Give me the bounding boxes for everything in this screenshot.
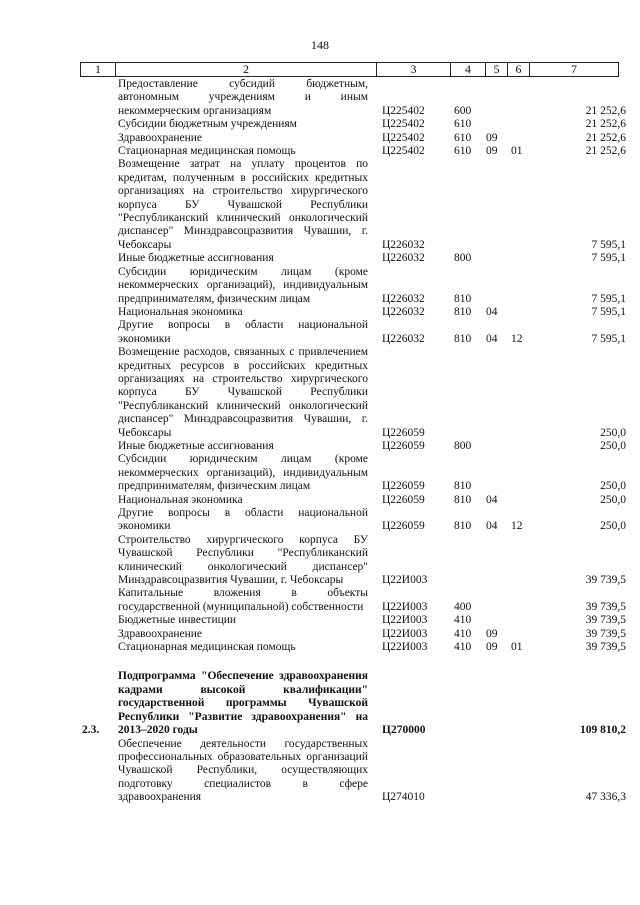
table-row [0, 494, 640, 507]
row-name: Подпрограмма "Обеспечение здравоохранения кадрами высокой квалификации" государственной программы Чувашской Республики "Развитие здравоохранения" на 2013–2020 годы [118, 670, 368, 737]
table-row [0, 145, 640, 158]
row-code: Ц225402 [382, 131, 425, 144]
table-row [0, 306, 640, 319]
table-row [0, 453, 640, 493]
row-expense-type: 800 [454, 439, 472, 452]
row-name: Здравоохранение [118, 627, 203, 640]
row-code: Ц274010 [382, 791, 425, 804]
row-name: Иные бюджетные ассигнования [118, 439, 274, 452]
row-section: 09 [486, 131, 498, 144]
row-sum: 250,0 [600, 480, 626, 493]
row-name: Субсидии юридическим лицам (кроме некоммерческих организаций), индивидуальным предпринимателям, физическим лицам [118, 265, 368, 305]
row-sum: 21 252,6 [585, 131, 626, 144]
row-name: Предоставление субсидий бюджетным, автономным учреждениям и иным некоммерческим организациям [118, 78, 368, 117]
row-code: Ц226032 [382, 292, 425, 305]
table-row [0, 118, 640, 131]
row-code: Ц22И003 [382, 600, 428, 613]
section-spacer [0, 654, 640, 670]
row-expense-type: 610 [454, 131, 472, 144]
row-sum: 250,0 [600, 426, 626, 439]
row-name: Иные бюджетные ассигнования [118, 252, 274, 265]
table-row [0, 628, 640, 641]
row-section: 04 [486, 493, 498, 506]
row-sum: 250,0 [600, 520, 626, 533]
row-sum: 7 595,1 [591, 238, 626, 251]
row-expense-type: 400 [454, 600, 472, 613]
row-section: 04 [486, 332, 498, 345]
table-row [0, 738, 640, 805]
row-code: Ц226032 [382, 332, 425, 345]
row-code: Ц22И003 [382, 614, 428, 627]
row-name: Бюджетные инвестиции [118, 614, 237, 627]
row-sum: 7 595,1 [591, 305, 626, 318]
table-row [0, 346, 640, 440]
row-name: Субсидии юридическим лицам (кроме некоммерческих организаций), индивидуальным предпринимателям, физическим лицам [118, 453, 368, 493]
table-row [0, 158, 640, 252]
row-code: Ц226059 [382, 493, 425, 506]
table-row [0, 587, 640, 614]
row-code: Ц226059 [382, 520, 425, 533]
header-col-5: 5 [486, 63, 508, 76]
header-col-3: 3 [377, 63, 451, 76]
row-expense-type: 600 [454, 104, 472, 117]
header-col-4: 4 [451, 63, 486, 76]
header-col-6: 6 [508, 63, 530, 76]
row-name: Строительство хирургического корпуса БУ Чувашской Республики "Республиканский клинический онкологический диспансер" Минздравсоцразвития Чувашии, г. Чебоксары [118, 533, 368, 587]
table-row [0, 440, 640, 453]
header-col-7: 7 [571, 62, 577, 76]
row-subsection: 01 [511, 145, 523, 158]
row-name: Национальная экономика [118, 305, 243, 318]
row-sum: 39 739,5 [585, 627, 626, 640]
row-sum: 39 739,5 [585, 574, 626, 587]
row-expense-type: 800 [454, 252, 472, 265]
row-code: Ц226032 [382, 252, 425, 265]
row-sum: 109 810,2 [580, 724, 626, 737]
row-sum: 21 252,6 [585, 118, 626, 131]
row-name: Капитальные вложения в объекты государственной (муниципальной) собственности [118, 587, 368, 613]
table-row [0, 78, 640, 118]
row-code: Ц22И003 [382, 627, 428, 640]
row-expense-type: 810 [454, 305, 472, 318]
table-row [0, 614, 640, 627]
row-code: Ц22И003 [382, 574, 428, 587]
header-col-1: 1 [81, 63, 116, 76]
row-expense-type: 410 [454, 614, 472, 627]
row-code: Ц226032 [382, 305, 425, 318]
row-subsection: 01 [511, 641, 523, 654]
row-section: 09 [486, 627, 498, 640]
table-row [0, 132, 640, 145]
row-name: Обеспечение деятельности государственных профессиональных образовательных организаций Чувашской Республики, осуществляющих подготовку специалистов в сфере здравоохранения [118, 737, 368, 804]
row-section: 09 [486, 145, 498, 158]
row-code: Ц22И003 [382, 641, 428, 654]
row-code: Ц226059 [382, 439, 425, 452]
row-sum: 47 336,3 [585, 791, 626, 804]
row-expense-type: 810 [454, 520, 472, 533]
row-expense-type: 610 [454, 118, 472, 131]
row-sum: 39 739,5 [585, 641, 626, 654]
row-code: Ц225402 [382, 145, 425, 158]
row-expense-type: 810 [454, 480, 472, 493]
row-name: Стационарная медицинская помощь [118, 641, 296, 654]
row-sum: 21 252,6 [585, 145, 626, 158]
row-subsection: 12 [511, 520, 523, 533]
table-row [0, 534, 640, 588]
row-expense-type: 810 [454, 292, 472, 305]
row-name: Возмещение затрат на уплату процентов по кредитам, полученным в российских кредитных организациях на строительство хирургического корпуса БУ Чувашской Республики "Республиканский клинический онкологический диспансер" Минздравсоцразвития Чувашии, г. Чебоксары [118, 158, 368, 251]
row-name: Возмещение расходов, связанных с привлечением кредитных ресурсов в российских кредитных организациях на строительство хирургического корпуса БУ Чувашской Республики "Республиканский клинический онкологический диспансер" Минздравсоцразвития Чувашии, г. Чебоксары [118, 346, 368, 439]
row-name: Здравоохранение [118, 131, 203, 144]
table-row [0, 507, 640, 534]
row-section: 04 [486, 520, 498, 533]
row-sum: 39 739,5 [585, 614, 626, 627]
table-row [0, 641, 640, 654]
row-section: 09 [486, 641, 498, 654]
table-body [0, 78, 640, 805]
row-expense-type: 810 [454, 493, 472, 506]
row-sum: 21 252,6 [585, 104, 626, 117]
page-number: 148 [311, 38, 329, 52]
row-sum: 7 595,1 [591, 332, 626, 345]
row-name: Стационарная медицинская помощь [118, 145, 296, 158]
row-sum: 7 595,1 [591, 252, 626, 265]
row-sum: 7 595,1 [591, 292, 626, 305]
row-code: Ц226032 [382, 238, 425, 251]
row-code: Ц226059 [382, 426, 425, 439]
row-code: Ц226059 [382, 480, 425, 493]
row-expense-type: 410 [454, 627, 472, 640]
row-name: Субсидии бюджетным учреждениям [118, 118, 297, 131]
row-name: Национальная экономика [118, 493, 243, 506]
row-section: 04 [486, 305, 498, 318]
row-name: Другие вопросы в области национальной экономики [118, 319, 368, 345]
header-col-2: 2 [116, 63, 377, 76]
row-name: Другие вопросы в области национальной экономики [118, 507, 368, 533]
table-row [0, 252, 640, 265]
table-row [0, 266, 640, 306]
row-code: Ц225402 [382, 118, 425, 131]
row-code: Ц270000 [382, 724, 426, 737]
row-sum: 250,0 [600, 439, 626, 452]
table-header [80, 62, 619, 77]
row-expense-type: 610 [454, 145, 472, 158]
row-subsection: 12 [511, 332, 523, 345]
row-expense-type: 810 [454, 332, 472, 345]
row-expense-type: 410 [454, 641, 472, 654]
row-sum: 39 739,5 [585, 600, 626, 613]
row-code: Ц225402 [382, 104, 425, 117]
table-row [0, 319, 640, 346]
row-number: 2.3. [82, 724, 100, 737]
table-row [0, 670, 640, 737]
row-sum: 250,0 [600, 493, 626, 506]
